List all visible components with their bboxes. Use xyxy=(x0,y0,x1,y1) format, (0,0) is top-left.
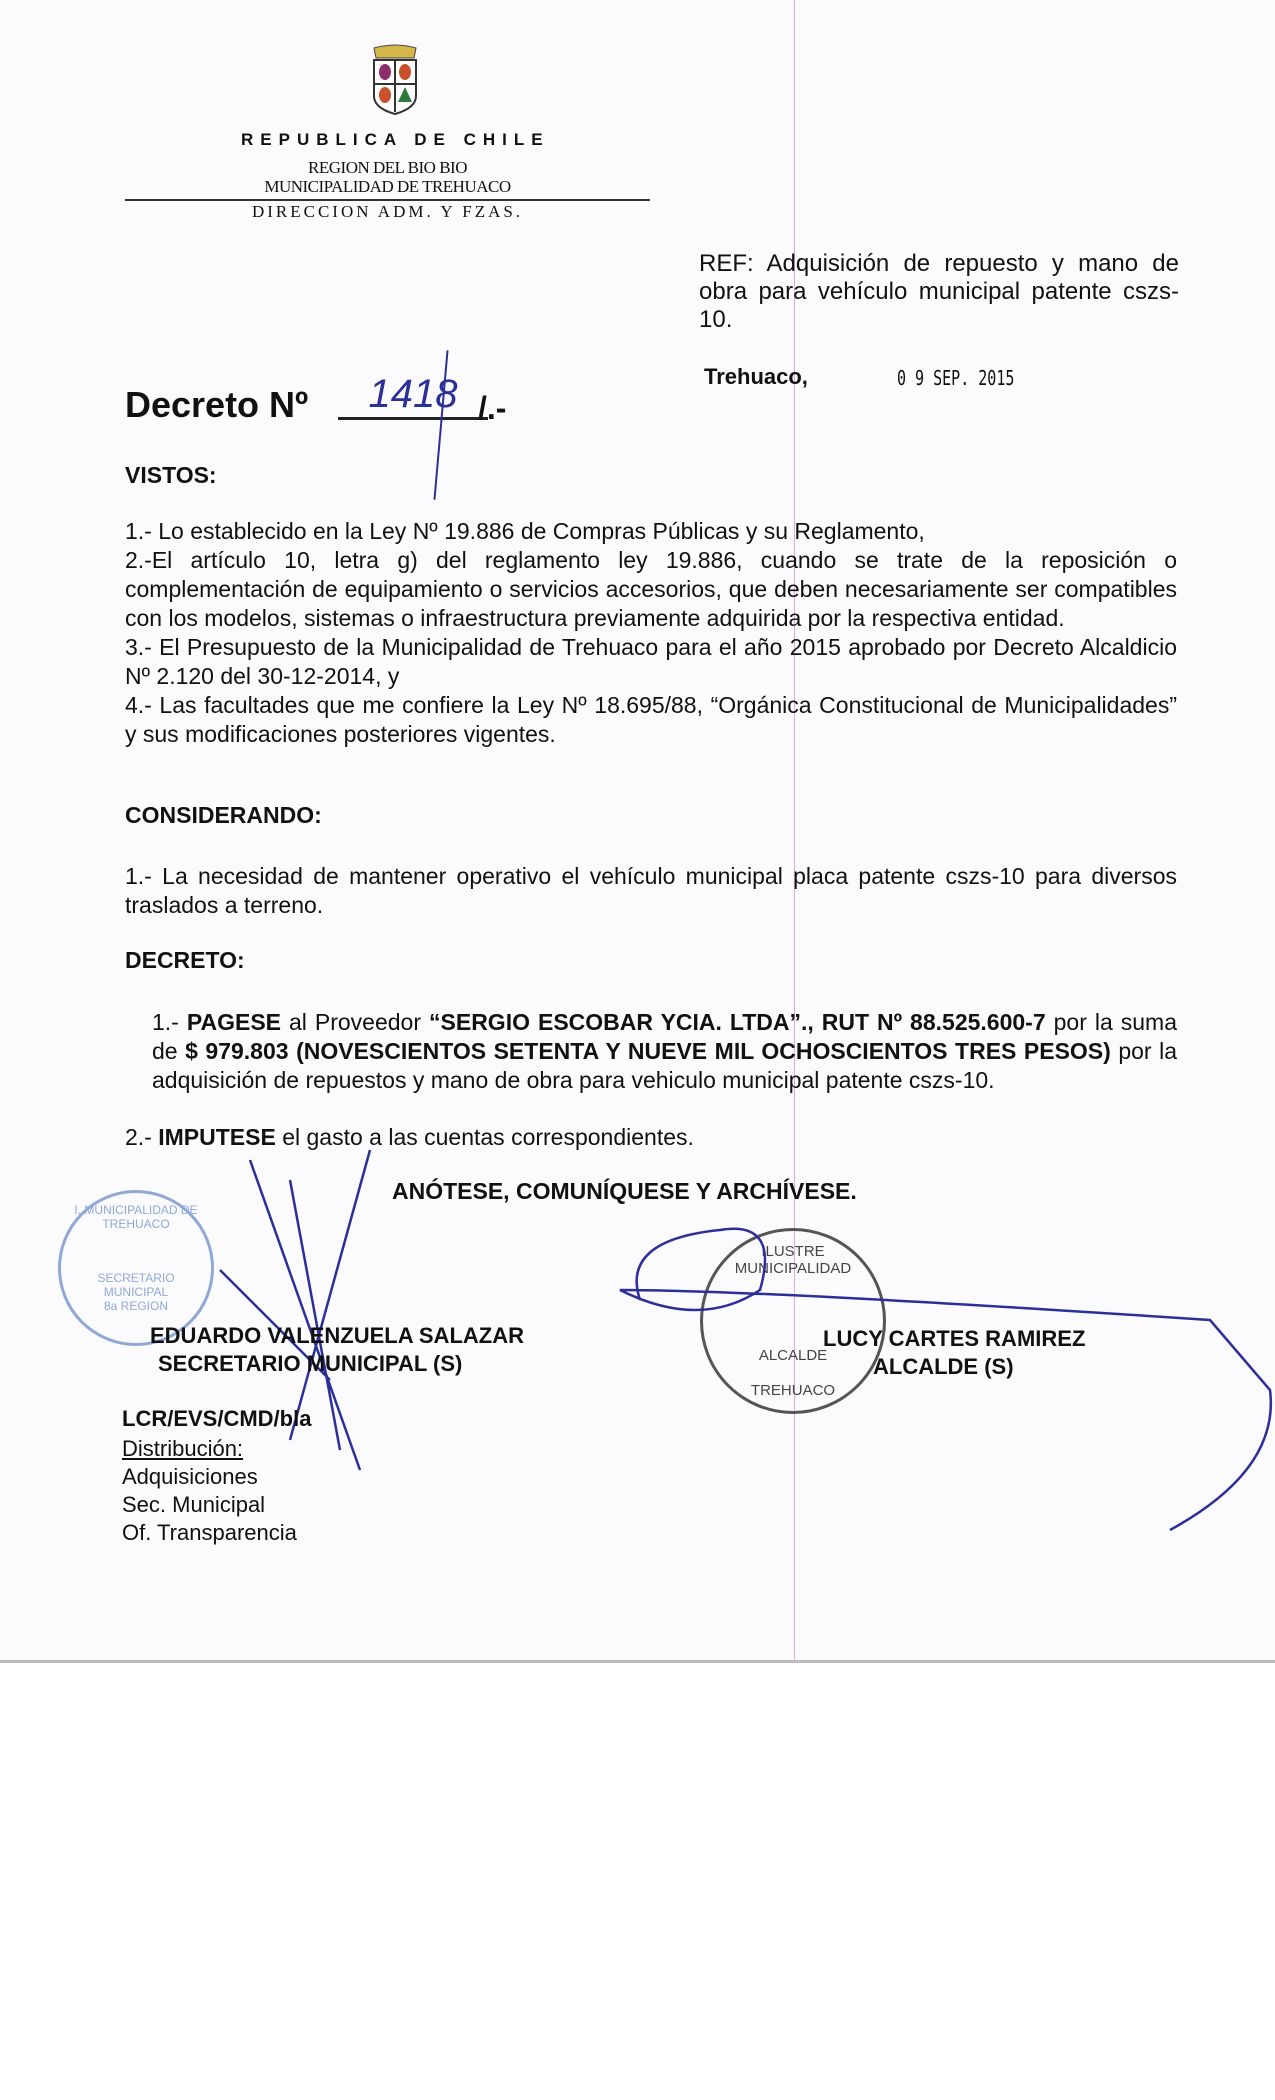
decreto-heading: DECRETO: xyxy=(125,947,245,973)
closing: ANÓTESE, COMUNÍQUESE Y ARCHÍVESE. xyxy=(392,1178,857,1204)
stamp-text: SECRETARIO xyxy=(97,1271,175,1285)
header-municipality: MUNICIPALIDAD DE TREHUACO xyxy=(264,177,511,196)
distribution-item: Of. Transparencia xyxy=(122,1520,297,1545)
date-stamp: 0 9 SEP. 2015 xyxy=(897,366,1015,390)
header-country: REPUBLICA DE CHILE xyxy=(241,130,550,149)
signatory-title: ALCALDE (S) xyxy=(873,1354,1014,1379)
amount: $ 979.803 (NOVESCIENTOS SETENTA Y NUEVE MIL OCHOSCIENTOS TRES PESOS) xyxy=(185,1038,1111,1064)
decree-suffix: /.- xyxy=(478,390,507,426)
signatory-title: SECRETARIO MUNICIPAL (S) xyxy=(158,1351,463,1376)
header-region: REGION DEL BIO BIO xyxy=(308,158,467,177)
stamp-text: 8a REGION xyxy=(103,1299,169,1313)
provider: “SERGIO ESCOBAR YCIA. LTDA”., RUT Nº 88.525.600-7 xyxy=(429,1009,1046,1035)
item-verb: IMPUTESE xyxy=(158,1124,276,1150)
distribution-item: Adquisiciones xyxy=(122,1464,258,1489)
item-text: por la suma de xyxy=(152,1009,1177,1064)
municipal-crest-icon xyxy=(368,44,422,116)
item-text: el gasto a las cuentas correspondientes. xyxy=(275,1124,694,1150)
stamp-text: ALCALDE xyxy=(758,1347,828,1364)
vistos-list xyxy=(125,517,1177,749)
vistos-heading: VISTOS: xyxy=(125,462,217,488)
distribution-item: Sec. Municipal xyxy=(122,1492,266,1517)
decreto-item-1 xyxy=(152,1008,1177,1095)
stamp-text: I. MUNICIPALIDAD DE TREHUACO xyxy=(74,1203,198,1231)
decree-number: 1418 xyxy=(338,372,488,420)
item-text: al Proveedor xyxy=(281,1009,430,1035)
stamp-text: ILUSTRE MUNICIPALIDAD xyxy=(734,1243,852,1277)
item-prefix: 1.- xyxy=(152,1009,187,1035)
header-divider xyxy=(125,199,650,201)
decree-label: Decreto Nº xyxy=(125,384,309,425)
initials: LCR/EVS/CMD/bla xyxy=(122,1406,312,1431)
distribution-heading: Distribución: xyxy=(122,1436,244,1461)
vistos-item: 2.-El artículo 10, letra g) del reglamento ley 19.886, cuando se trate de la reposición o complementación de equipamiento o servicios accesorios, que deben necesariamente ser compatibles con los modelos, sistemas o infraestructura previamente adquirida por la respectiva entidad. xyxy=(125,547,1177,631)
considerando-heading: CONSIDERANDO: xyxy=(125,802,322,828)
stamp-text: MUNICIPAL xyxy=(103,1285,169,1299)
item-verb: PAGESE xyxy=(186,1009,281,1035)
reference: REF: Adquisición de repuesto y mano de obra para vehículo municipal patente cszs-10. xyxy=(699,250,1179,333)
considerando-item: 1.- La necesidad de mantener operativo el vehículo municipal placa patente cszs-10 para diversos traslados a terreno. xyxy=(125,863,1177,918)
item-text: por la adquisición de repuestos y mano de obra para vehiculo municipal patente cszs-10. xyxy=(152,1038,1177,1093)
place: Trehuaco, xyxy=(704,364,808,389)
distribution xyxy=(122,1435,297,1547)
item-prefix: 2.- xyxy=(125,1124,159,1150)
stamp-text: TREHUACO xyxy=(750,1382,836,1399)
signatory-name: LUCY CARTES RAMIREZ xyxy=(823,1326,1086,1351)
vistos-item: 1.- Lo establecido en la Ley Nº 19.886 de Compras Públicas y su Reglamento, xyxy=(125,518,925,544)
signatory-name: EDUARDO VALENZUELA SALAZAR xyxy=(150,1323,524,1348)
vistos-item: 4.- Las facultades que me confiere la Ley Nº 18.695/88, “Orgánica Constitucional de Municipalidades” y sus modificaciones posteriores vigentes. xyxy=(125,692,1177,747)
header-department: DIRECCION ADM. Y FZAS. xyxy=(251,202,524,221)
vistos-item: 3.- El Presupuesto de la Municipalidad de Trehuaco para el año 2015 aprobado por Decreto Alcaldicio Nº 2.120 del 30-12-2014, y xyxy=(125,634,1177,689)
